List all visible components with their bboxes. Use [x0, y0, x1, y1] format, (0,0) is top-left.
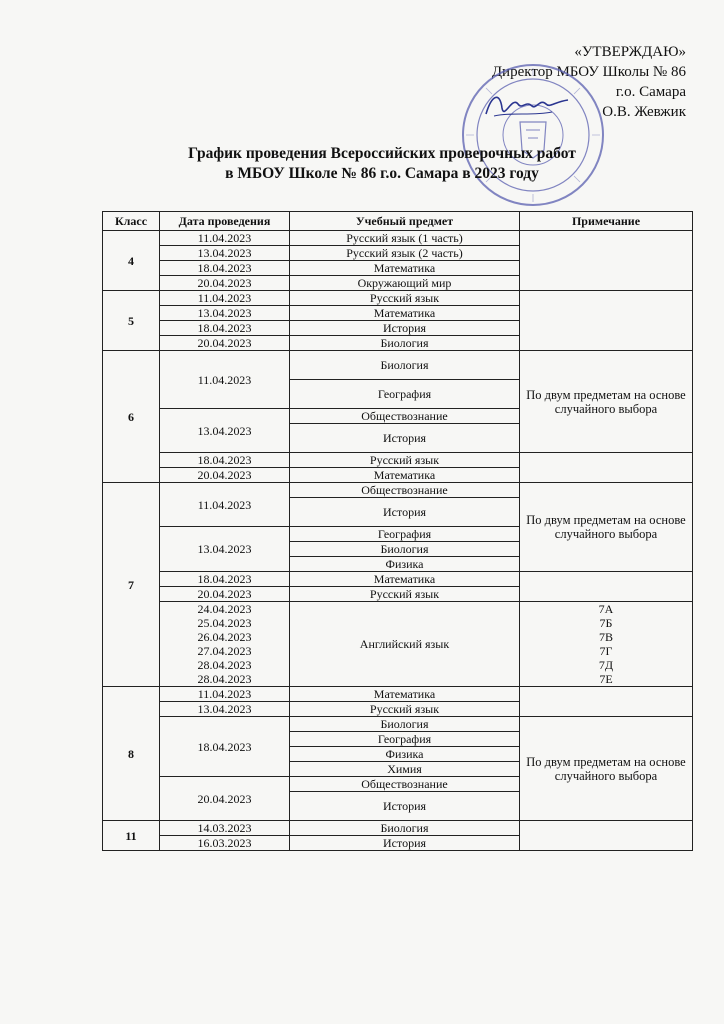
schedule-table	[102, 211, 693, 851]
table-row	[103, 572, 693, 587]
subject-cell: Русский язык	[290, 702, 520, 717]
class-group: 7А	[598, 602, 614, 616]
class-cell: 8	[103, 687, 160, 821]
title-line-2: в МБОУ Школе № 86 г.о. Самара в 2023 году	[225, 165, 539, 182]
subject-cell: География	[290, 380, 520, 409]
date-cell: 11.04.2023	[160, 687, 290, 702]
date-cell: 16.03.2023	[160, 836, 290, 851]
date-cell: 20.04.2023	[160, 777, 290, 821]
class-cell: 5	[103, 291, 160, 351]
subject-cell: Биология	[290, 821, 520, 836]
subject-cell: История	[290, 321, 520, 336]
approval-position: Директор МБОУ Школы № 86	[491, 64, 686, 80]
note-cell: По двум предметам на основе случайного выбора	[520, 351, 693, 453]
subject-cell: География	[290, 732, 520, 747]
date-cell: 13.04.2023	[160, 527, 290, 572]
subject-cell: Химия	[290, 762, 520, 777]
table-row	[103, 291, 693, 306]
table-row	[103, 351, 693, 380]
date-cell: 18.04.2023	[160, 572, 290, 587]
english-date: 27.04.2023	[197, 644, 252, 658]
table-row	[103, 231, 693, 246]
english-date: 26.04.2023	[197, 630, 252, 644]
note-cell	[520, 231, 693, 291]
subject-cell: Математика	[290, 306, 520, 321]
subject-cell: Математика	[290, 572, 520, 587]
table-row	[103, 483, 693, 498]
date-cell: 14.03.2023	[160, 821, 290, 836]
date-cell: 18.04.2023	[160, 261, 290, 276]
date-cell: 20.04.2023	[160, 468, 290, 483]
date-cell: 20.04.2023	[160, 587, 290, 602]
class-group: 7Д	[598, 658, 614, 672]
header-date: Дата проведения	[160, 212, 290, 231]
subject-cell: Английский язык	[290, 602, 520, 687]
subject-cell: Биология	[290, 336, 520, 351]
subject-cell: Обществознание	[290, 483, 520, 498]
subject-cell: Математика	[290, 261, 520, 276]
date-cell: 20.04.2023	[160, 336, 290, 351]
subject-cell: География	[290, 527, 520, 542]
date-cell: 13.04.2023	[160, 702, 290, 717]
note-cell: По двум предметам на основе случайного выбора	[520, 483, 693, 572]
table-row	[103, 717, 693, 732]
date-cell: 18.04.2023	[160, 453, 290, 468]
date-cell: 11.04.2023	[160, 483, 290, 527]
subject-cell: Обществознание	[290, 409, 520, 424]
date-cell: 11.04.2023	[160, 231, 290, 246]
approval-city: г.о. Самара	[615, 84, 686, 100]
title-line-1: График проведения Всероссийских проверочных работ	[188, 145, 576, 162]
date-cell: 11.04.2023	[160, 351, 290, 409]
subject-cell: Математика	[290, 687, 520, 702]
class-group: 7В	[598, 630, 613, 644]
subject-cell: История	[290, 792, 520, 821]
subject-cell: Физика	[290, 557, 520, 572]
note-cell: По двум предметам на основе случайного выбора	[520, 717, 693, 821]
subject-cell: Русский язык	[290, 453, 520, 468]
date-cell: 13.04.2023	[160, 409, 290, 453]
date-cell: 13.04.2023	[160, 246, 290, 261]
subject-cell: Обществознание	[290, 777, 520, 792]
subject-cell: Русский язык	[290, 291, 520, 306]
date-cell: 13.04.2023	[160, 306, 290, 321]
subject-cell: Физика	[290, 747, 520, 762]
subject-cell: Математика	[290, 468, 520, 483]
table-row	[103, 821, 693, 836]
subject-cell: Русский язык (1 часть)	[290, 231, 520, 246]
table-row	[103, 687, 693, 702]
english-groups-cell	[520, 602, 693, 687]
table-header-row	[103, 212, 693, 231]
english-date: 24.04.2023	[197, 602, 252, 616]
english-dates-cell	[160, 602, 290, 687]
note-cell	[520, 572, 693, 602]
note-cell	[520, 687, 693, 717]
date-cell: 18.04.2023	[160, 717, 290, 777]
table-row	[103, 453, 693, 468]
subject-cell: Биология	[290, 351, 520, 380]
subject-cell: История	[290, 836, 520, 851]
class-cell: 6	[103, 351, 160, 483]
date-cell: 20.04.2023	[160, 276, 290, 291]
english-date: 25.04.2023	[197, 616, 252, 630]
approval-name: О.В. Жевжик	[602, 104, 686, 120]
subject-cell: Биология	[290, 542, 520, 557]
page-title	[0, 144, 724, 184]
subject-cell: Окружающий мир	[290, 276, 520, 291]
subject-cell: Русский язык (2 часть)	[290, 246, 520, 261]
class-group: 7Б	[599, 616, 613, 630]
english-date: 28.04.2023	[197, 658, 252, 672]
director-signature	[482, 86, 572, 126]
note-cell	[520, 821, 693, 851]
school-seal-stamp	[458, 60, 608, 210]
date-cell: 11.04.2023	[160, 291, 290, 306]
header-subject: Учебный предмет	[290, 212, 520, 231]
note-cell	[520, 291, 693, 351]
header-class: Класс	[103, 212, 160, 231]
date-cell: 18.04.2023	[160, 321, 290, 336]
subject-cell: История	[290, 424, 520, 453]
english-date: 28.04.2023	[197, 672, 252, 686]
note-cell	[520, 453, 693, 483]
subject-cell: Русский язык	[290, 587, 520, 602]
class-group: 7Е	[599, 672, 613, 686]
class-cell: 7	[103, 483, 160, 687]
class-cell: 11	[103, 821, 160, 851]
approval-heading: «УТВЕРЖДАЮ»	[574, 44, 686, 60]
header-note: Примечание	[520, 212, 693, 231]
class-cell: 4	[103, 231, 160, 291]
subject-cell: Биология	[290, 717, 520, 732]
class-group: 7Г	[599, 644, 613, 658]
table-row	[103, 602, 693, 687]
subject-cell: История	[290, 498, 520, 527]
